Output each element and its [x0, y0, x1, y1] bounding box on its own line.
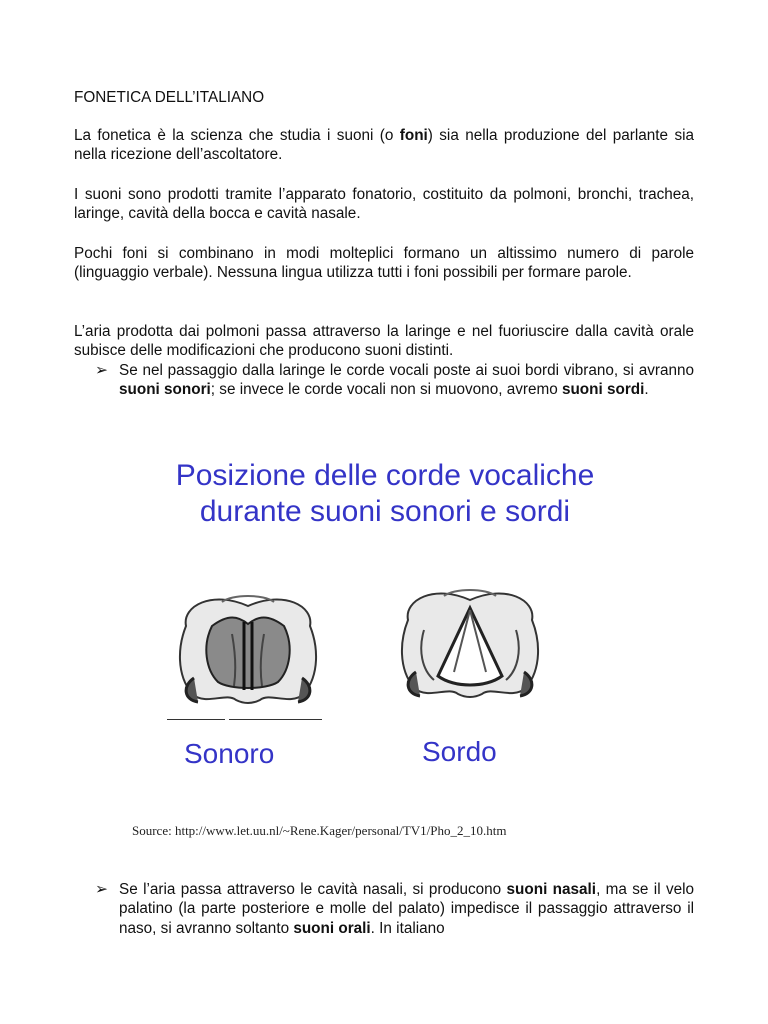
bullet-item-sonori: [95, 361, 694, 400]
bullet-text-part: Se nel passaggio dalla laringe le corde vocali poste ai suoi bordi vibrano, si avranno: [119, 362, 694, 379]
bold-term: foni: [399, 127, 428, 144]
label-sordo: Sordo: [422, 736, 497, 767]
paragraph-aria: L’aria prodotta dai polmoni passa attraverso la laringe e nel fuoriuscire dalla cavità orale subisce delle modificazioni che producono suoni distinti.: [74, 323, 694, 360]
bullet-text-part: Se l’aria passa attraverso le cavità nasali, si producono: [119, 881, 507, 898]
bold-term: suoni orali: [293, 919, 371, 937]
document-title: FONETICA DELL’ITALIANO: [74, 89, 265, 106]
paragraph-text: ) sia nella produzione del parlante sia nella ricezione dell’ascoltatore.: [74, 127, 694, 164]
bullet-text-part: .: [644, 381, 649, 399]
paragraph-foni: Pochi foni si combinano in modi molteplici formano un altissimo numero di parole (linguaggio verbale). Nessuna lingua utilizza tutti i foni possibili per formare parole.: [74, 245, 694, 282]
figure-title-line: durante suoni sonori e sordi: [199, 495, 571, 528]
bold-term: suoni sonori: [119, 381, 211, 399]
bold-term: suoni sordi: [561, 381, 645, 399]
bullet-text-part: , ma se il velo palatino (la parte posteriore e molle del palato) impedisce il passaggio attraverso il naso, si avranno soltanto: [119, 881, 695, 937]
arrow-bullet-icon: ➢: [95, 881, 108, 898]
larynx-sonoro-illustration: [172, 586, 324, 714]
paragraph-text: La fonetica è la scienza che studia i suoni (o: [74, 127, 400, 144]
bullet-text-part: . In italiano: [370, 919, 445, 937]
bold-term: suoni nasali: [506, 881, 597, 898]
paragraph-apparato: I suoni sono prodotti tramite l’apparato fonatorio, costituito da polmoni, bronchi, trachea, laringe, cavità della bocca e cavità nasale.: [74, 186, 694, 223]
arrow-bullet-icon: ➢: [95, 362, 108, 379]
divider-line: [229, 719, 322, 720]
bullet-item-nasali: [95, 880, 694, 938]
bullet-text: [119, 361, 694, 400]
bullet-text-part: ; se invece le corde vocali non si muovono, avremo: [210, 381, 562, 399]
divider-line: [167, 719, 225, 720]
larynx-sordo-illustration: [394, 580, 546, 708]
bullet-text: [119, 880, 694, 938]
label-sonoro: Sonoro: [184, 738, 275, 769]
paragraph-fonetica: [74, 126, 694, 165]
figure-title-line: Posizione delle corde vocaliche: [175, 459, 595, 492]
figure-source-caption: Source: http://www.let.uu.nl/~Rene.Kager/personal/TV1/Pho_2_10.htm: [132, 823, 507, 838]
figure-title: [130, 458, 640, 530]
